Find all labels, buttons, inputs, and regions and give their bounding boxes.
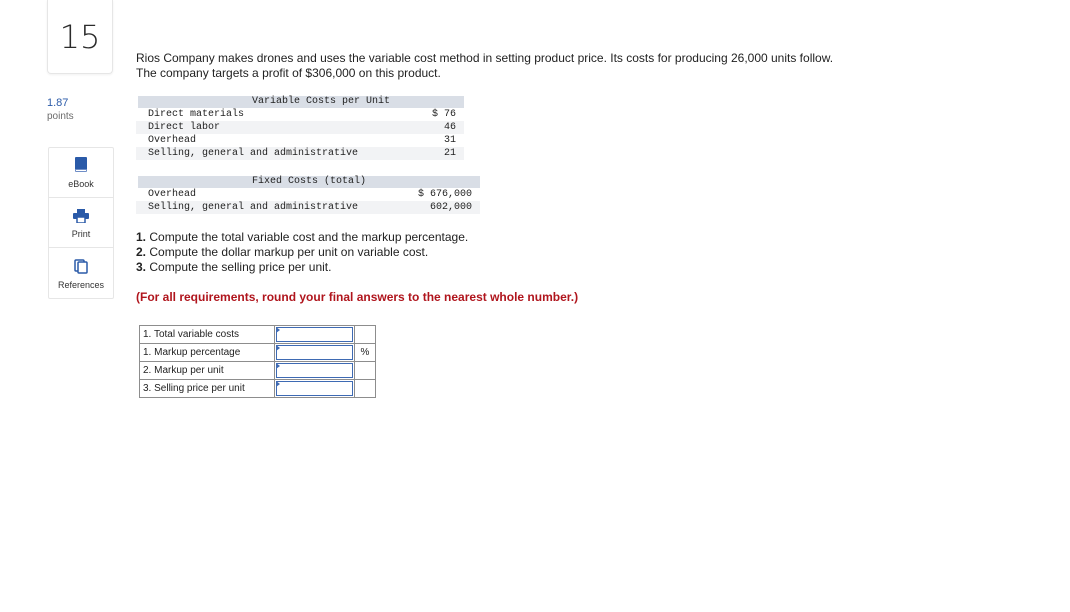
answer-cell bbox=[275, 362, 355, 380]
table-row bbox=[136, 147, 464, 160]
sidebar-item-label: References bbox=[57, 280, 105, 290]
fixed-costs-header: Fixed Costs (total) bbox=[138, 176, 480, 188]
input-flag-icon bbox=[276, 381, 280, 387]
rounding-note: (For all requirements, round your final answers to the nearest whole number.) bbox=[136, 290, 579, 304]
markup-per-unit-input[interactable] bbox=[276, 363, 353, 378]
input-flag-icon bbox=[276, 363, 280, 369]
table-row bbox=[140, 362, 376, 380]
table-row bbox=[136, 134, 464, 147]
table-row bbox=[136, 108, 464, 121]
problem-intro bbox=[136, 51, 916, 81]
table-row bbox=[136, 188, 480, 201]
answer-unit bbox=[355, 362, 376, 380]
points-value: 1.87 bbox=[47, 97, 69, 109]
row-label: Direct materials bbox=[148, 109, 245, 120]
total-variable-costs-input[interactable] bbox=[276, 327, 353, 342]
answer-cell bbox=[275, 326, 355, 344]
input-flag-icon bbox=[276, 327, 280, 333]
answer-unit bbox=[355, 380, 376, 398]
intro-line-2: The company targets a profit of $306,000 on this product. bbox=[136, 66, 441, 80]
answer-label: 3. Selling price per unit bbox=[140, 380, 275, 398]
sidebar-item-label: Print bbox=[71, 229, 91, 239]
selling-price-per-unit-input[interactable] bbox=[276, 381, 353, 396]
row-label: Selling, general and administrative bbox=[148, 148, 359, 159]
row-label: Overhead bbox=[148, 189, 197, 200]
fixed-costs-table bbox=[136, 176, 480, 214]
sidebar-item-ebook[interactable] bbox=[49, 148, 113, 198]
answer-label: 2. Markup per unit bbox=[140, 362, 275, 380]
table-row bbox=[140, 326, 376, 344]
requirement-item: 2. Compute the dollar markup per unit on variable cost. bbox=[136, 245, 429, 259]
answer-cell bbox=[275, 380, 355, 398]
requirements-list bbox=[136, 230, 468, 275]
row-label: Direct labor bbox=[148, 122, 221, 133]
resource-sidebar bbox=[48, 147, 114, 299]
points-display bbox=[47, 97, 74, 122]
variable-costs-header: Variable Costs per Unit bbox=[138, 96, 464, 108]
sidebar-item-label: eBook bbox=[68, 179, 94, 189]
row-amount: 21 bbox=[443, 148, 456, 159]
points-label: points bbox=[47, 111, 74, 122]
question-number: 15 bbox=[47, 0, 113, 74]
book-icon bbox=[74, 157, 88, 175]
row-amount: 31 bbox=[443, 135, 456, 146]
row-amount: $ 76 bbox=[431, 109, 456, 120]
variable-costs-table bbox=[136, 96, 464, 160]
table-row bbox=[136, 201, 480, 214]
requirement-item: 3. Compute the selling price per unit. bbox=[136, 260, 332, 274]
requirement-item: 1. Compute the total variable cost and the markup percentage. bbox=[136, 230, 469, 244]
row-amount: 602,000 bbox=[429, 202, 472, 213]
row-label: Overhead bbox=[148, 135, 197, 146]
row-amount: $ 676,000 bbox=[417, 189, 472, 200]
sidebar-item-references[interactable] bbox=[49, 248, 113, 298]
answer-label: 1. Markup percentage bbox=[140, 344, 275, 362]
sidebar-item-print[interactable] bbox=[49, 198, 113, 248]
answer-unit bbox=[355, 326, 376, 344]
answer-table bbox=[139, 325, 376, 398]
answer-unit: % bbox=[355, 344, 376, 362]
table-row bbox=[136, 121, 464, 134]
table-row bbox=[140, 380, 376, 398]
references-icon bbox=[74, 259, 88, 276]
input-flag-icon bbox=[276, 345, 280, 351]
answer-cell bbox=[275, 344, 355, 362]
intro-line-1: Rios Company makes drones and uses the variable cost method in setting product price. Its costs for producing 26,000 units follow. bbox=[136, 51, 834, 65]
row-amount: 46 bbox=[443, 122, 456, 133]
markup-percentage-input[interactable] bbox=[276, 345, 353, 360]
printer-icon bbox=[73, 209, 89, 225]
answer-label: 1. Total variable costs bbox=[140, 326, 275, 344]
table-row bbox=[140, 344, 376, 362]
row-label: Selling, general and administrative bbox=[148, 202, 359, 213]
